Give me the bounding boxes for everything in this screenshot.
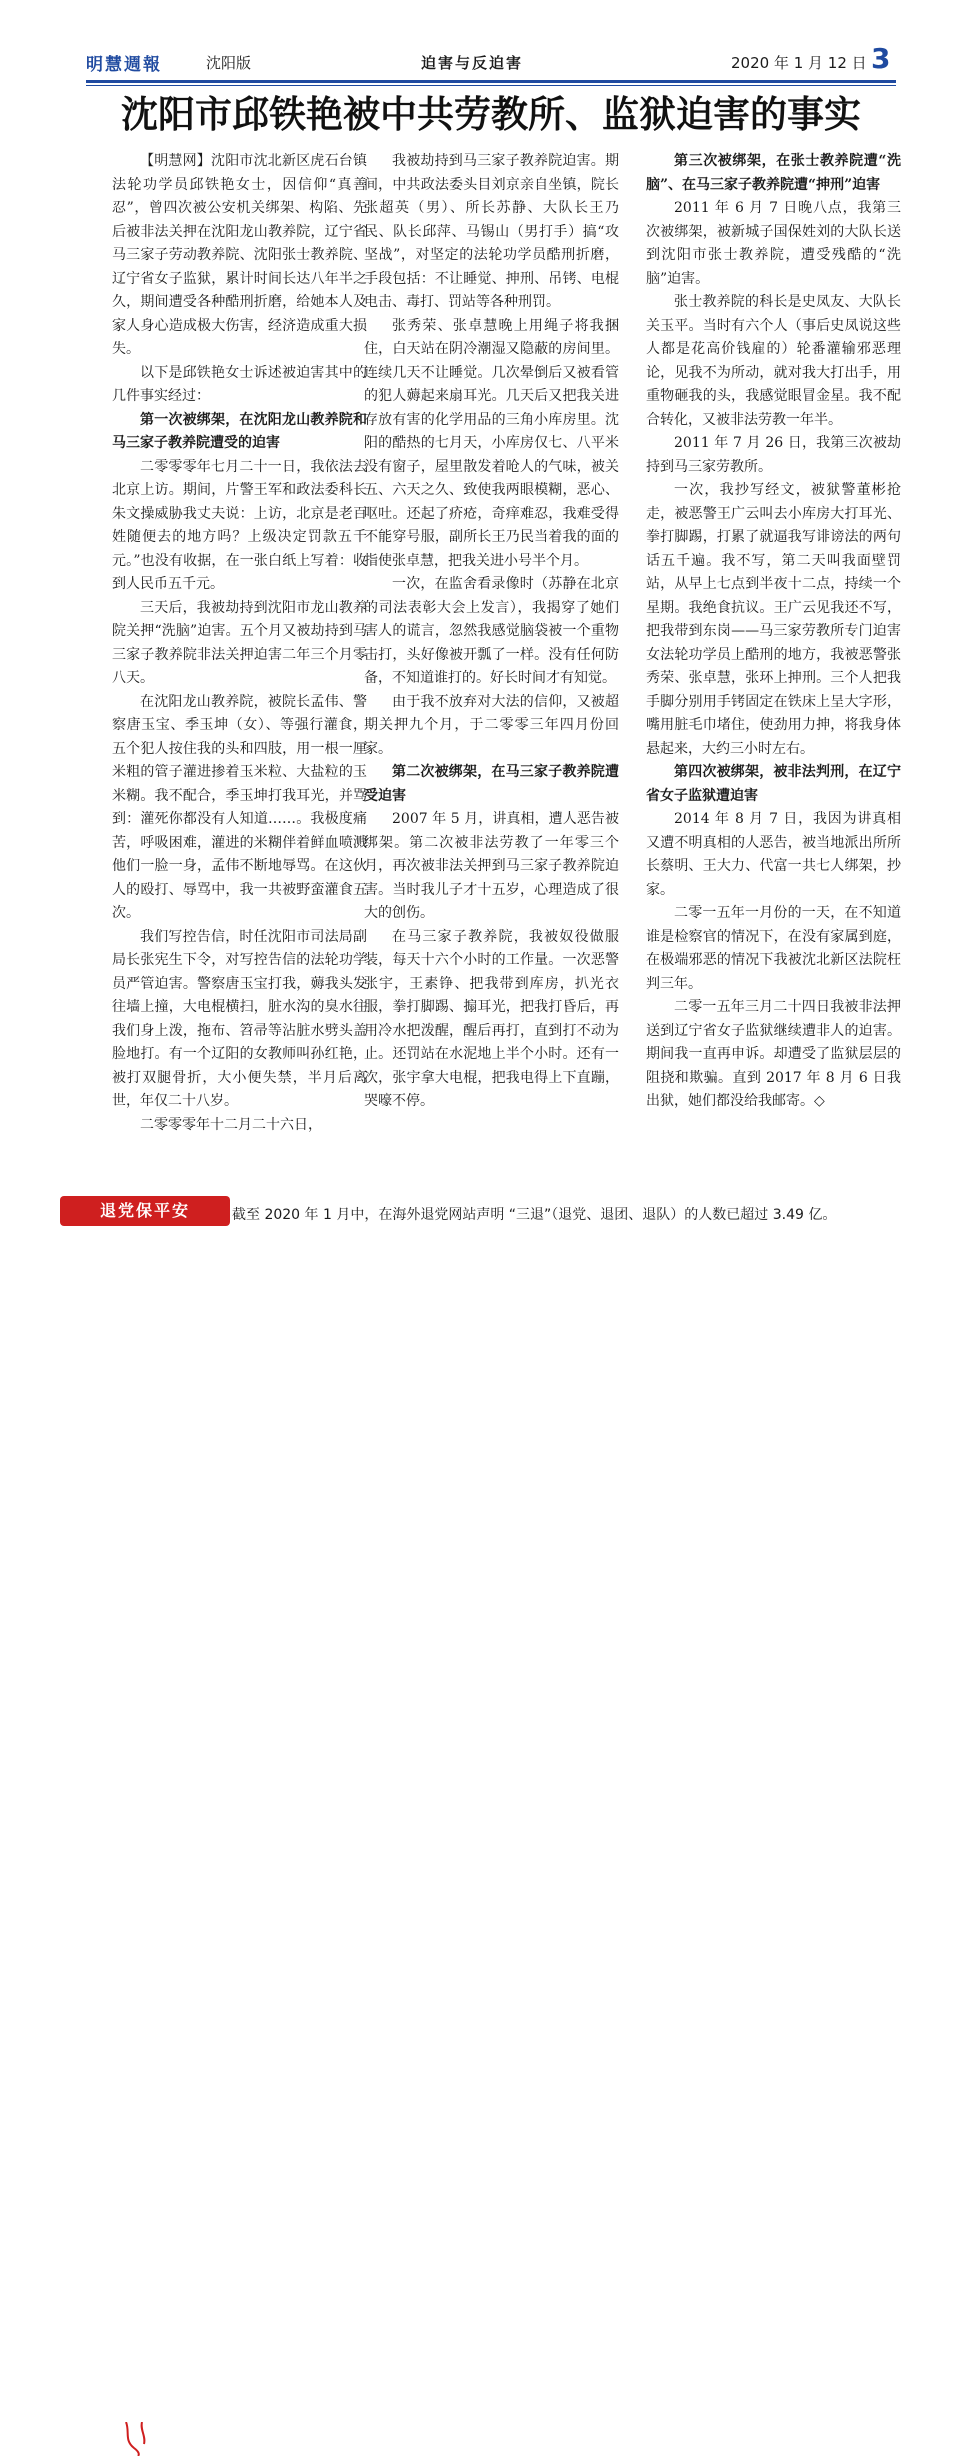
page-number: 3	[871, 42, 891, 75]
article-title: 沈阳市邱铁艳被中共劳教所、监狱迫害的事实	[121, 92, 861, 136]
article-column-2	[364, 150, 619, 1190]
article-paragraph: 由于我不放弃对大法的信仰，又被超期关押九个月，于二零零三年四月份回家。	[364, 693, 619, 757]
article-paragraph: 二零一五年三月二十四日我被非法押送到辽宁省女子监狱继续遭非人的迫害。期间我一直再申诉。却遭受了监狱层层的阻挠和欺骗。直到 2017 年 8 月 6 日我出狱，她们都没给我邮寄。◇	[646, 999, 901, 1109]
issue-date: 2020 年 1 月 12 日	[731, 54, 867, 72]
section-title: 迫害与反迫害	[421, 54, 524, 72]
section-subheading: 第三次被绑架，在张士教养院遭“洗脑”、在马三家子教养院遭“抻刑”迫害	[646, 153, 901, 193]
article-paragraph: 张士教养院的科长是史凤友、大队长关玉平。当时有六个人（事后史凤说这些人都是花高价钱雇的）轮番灌输邪恶理论，见我不为所动，就对我大打出手，用重物砸我的头，我感觉眼冒金星。我不配合转化，又被非法劳教一年半。	[646, 294, 901, 428]
page-header	[86, 42, 896, 78]
article-paragraph: 2014 年 8 月 7 日，我因为讲真相又遭不明真相的人恶告，被当地派出所所长蔡明、王大力、代富一共七人绑架，抄家。	[646, 811, 901, 898]
section-subheading: 第二次被绑架，在马三家子教养院遭受迫害	[364, 764, 619, 804]
article-paragraph: 2007 年 5 月，讲真相，遭人恶告被绑架。第二次被非法劳教了一年零三个月，再次被非法关押到马三家子教养院迫害。当时我儿子才十五岁，心理造成了很大的创伤。	[364, 811, 619, 921]
header-rule	[86, 80, 896, 83]
footer-text: 截至 2020 年 1 月中，在海外退党网站声明 “三退”（退党、退团、退队）的人数已超过 3.49 亿。	[232, 1207, 837, 1223]
article-paragraph: 在沈阳龙山教养院，被院长孟伟、警察唐玉宝、季玉坤（女）、等强行灌食，五个犯人按住我的头和四肢，用一根一厘米粗的管子灌进掺着玉米粒、大盐粒的玉米糊。我不配合，季玉坤打我耳光，并骂到：灌死你都没有人知道……。我极度痛苦，呼吸困难，灌进的米糊伴着鲜血喷溅他们一脸一身，孟伟不断地辱骂。在这伙人的殴打、辱骂中，我一共被野蛮灌食五次。	[112, 693, 367, 921]
article-paragraph: 二零零零年十二月二十六日，	[140, 1116, 322, 1133]
article-paragraph: 张秀荣、张卓慧晚上用绳子将我捆住，白天站在阴冷潮湿又隐蔽的房间里。连续几天不让睡觉。几次晕倒后又被看管的犯人薅起来扇耳光。几天后又把我关进存放有害的化学用品的三角小库房里。沈阳的酷热的七月天，小库房仅七、八平米没有窗子，屋里散发着呛人的气味，被关五、六天之久、致使我两眼模糊，恶心、呕吐。还起了疥疮，奇痒难忍，我难受得不能穿号服，副所长王乃民当着我的面的指使张卓慧，把我关进小号半个月。	[364, 317, 619, 569]
article-paragraph: 2011 年 7 月 26 日，我第三次被劫持到马三家劳教所。	[646, 435, 901, 475]
article-paragraph: 2011 年 6 月 7 日晚八点，我第三次被绑架，被新城子国保姓刘的大队长送到沈阳市张士教养院，遭受残酷的“洗脑”迫害。	[646, 200, 901, 287]
masthead: 明慧週報	[86, 55, 162, 75]
article-paragraph: 我被劫持到马三家子教养院迫害。期间，中共政法委头目刘京亲自坐镇，院长张超英（男）、所长苏静、大队长王乃民、队长邱萍、马锡山（男打手）搞“攻坚战”，对坚定的法轮功学员酷刑折磨，手段包括：不让睡觉、抻刑、吊铐、电棍电击、毒打、罚站等各种刑罚。	[364, 153, 619, 310]
article-paragraph: 在马三家子教养院，我被奴役做服装，每天十六个小时的工作量。一次恶警张宇，王素铮、把我带到库房，扒光衣服，拳打脚踢、搧耳光，把我打昏后，再用冷水把泼醒，醒后再打，直到打不动为止。还罚站在水泥地上半个小时。还有一次，张宇拿大电棍，把我电得上下直蹦，哭嚎不停。	[364, 928, 619, 1109]
article-paragraph: 【明慧网】沈阳市沈北新区虎石台镇法轮功学员邱铁艳女士，因信仰“真善忍”，曾四次被公安机关绑架、构陷、先后被非法关押在沈阳龙山教养院，辽宁省马三家子劳动教养院、沈阳张士教养院、辽宁省女子监狱，累计时间长达八年半之久，期间遭受各种酷刑折磨，给她本人及家人身心造成极大伤害，经济造成重大损失。	[112, 153, 367, 357]
article-paragraph: 一次，在监舍看录像时（苏静在北京的司法表彰大会上发言），我揭穿了她们害人的谎言，忽然我感觉脑袋被一个重物击打，头好像被开瓢了一样。没有任何防备，不知道谁打的。好长时间才有知觉。	[364, 576, 619, 686]
article-paragraph: 一次，我抄写经文，被狱警董彬抢走，被恶警王广云叫去小库房大打耳光、拳打脚踢，打累了就逼我写诽谤法的两句话五千遍。我不写，第二天叫我面壁罚站，从早上七点到半夜十二点，持续一个星期。我绝食抗议。王广云见我还不写，把我带到东岗——马三家劳教所专门迫害女法轮功学员上酷刑的地方，我被恶警张秀荣、张卓慧，张环上抻刑。三个人把我手脚分别用手铐固定在铁床上呈大字形，嘴用脏毛巾堵住，使劲用力抻，将我身体悬起来，大约三小时左右。	[646, 482, 901, 757]
article-paragraph: 以下是邱铁艳女士诉述被迫害其中的几件事实经过：	[112, 364, 367, 404]
article-paragraph: 二零一五年一月份的一天，在不知道谁是检察官的情况下，在没有家属到庭，在极端邪恶的情况下我被沈北新区法院枉判三年。	[646, 905, 901, 992]
article-paragraph: 我们写控告信，时任沈阳市司法局副局长张宪生下令，对写控告信的法轮功学员严管迫害。警察唐玉宝打我，薅我头发往墙上撞，大电棍横扫，脏水沟的臭水往我们身上泼，拖布、笤帚等沾脏水劈头盖脸地打。有一个辽阳的女教师叫孙红艳，被打双腿骨折，大小便失禁，半月后离世，年仅二十八岁。	[112, 928, 367, 1109]
ribbon-icon	[120, 2422, 180, 2456]
section-subheading: 第四次被绑架，被非法判刑，在辽宁省女子监狱遭迫害	[646, 764, 901, 804]
article-paragraph: 三天后，我被劫持到沈阳市龙山教养院关押“洗脑”迫害。五个月又被劫持到马三家子教养院非法关押迫害二年三个月零八天。	[112, 599, 367, 686]
article-paragraph: 二零零零年七月二十一日，我依法去北京上访。期间，片警王军和政法委科长朱文操威胁我丈夫说：上访，北京是老百姓随便去的地方吗？上级决定罚款五千元。”也没有收据，在一张白纸上写着：收到人民币五千元。	[112, 458, 367, 592]
footer-label: 退党保平安	[60, 1196, 230, 1226]
article-column-3	[646, 150, 901, 1190]
edition-label: 沈阳版	[206, 54, 252, 72]
article-column-1	[112, 150, 367, 1190]
footer-banner	[60, 1196, 910, 1230]
section-subheading: 第一次被绑架，在沈阳龙山教养院和马三家子教养院遭受的迫害	[112, 411, 367, 451]
